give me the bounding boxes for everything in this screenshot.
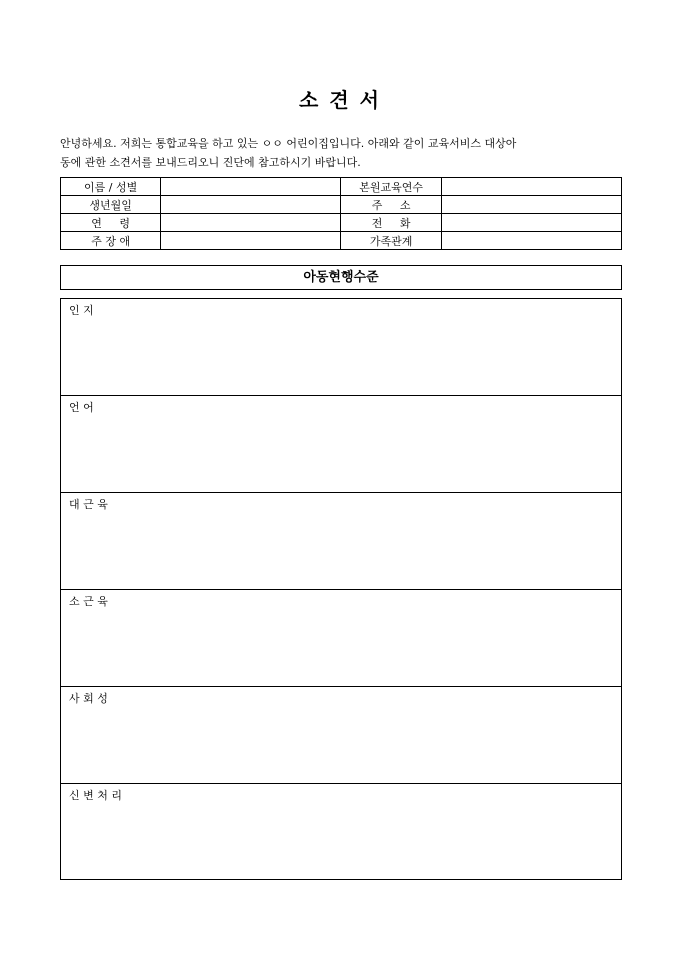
area-social[interactable] — [61, 687, 621, 784]
area-label: 소 근 육 — [69, 595, 108, 608]
age-label: 연 령 — [61, 214, 161, 232]
child-info-table — [60, 177, 622, 250]
birthdate-label: 생년월일 — [61, 196, 161, 214]
age-field[interactable] — [161, 214, 341, 232]
area-label: 신 변 처 리 — [69, 789, 122, 802]
development-areas — [60, 298, 622, 880]
table-row — [61, 232, 622, 250]
area-fine-motor[interactable] — [61, 590, 621, 687]
intro-paragraph — [60, 134, 622, 172]
phone-label: 전 화 — [341, 214, 442, 232]
document-title: 소 견 서 — [299, 88, 381, 112]
name-gender-label: 이름 / 성별 — [61, 178, 161, 196]
table-row — [61, 214, 622, 232]
address-field[interactable] — [442, 196, 622, 214]
name-gender-field[interactable] — [161, 178, 341, 196]
area-self-care[interactable] — [61, 784, 621, 879]
table-row — [61, 196, 622, 214]
primary-disability-field[interactable] — [161, 232, 341, 250]
intro-line-1: 안녕하세요. 저희는 통합교육을 하고 있는 ㅇㅇ 어린이집입니다. 아래와 같이 교육서비스 대상아 — [60, 137, 517, 150]
area-label: 대 근 육 — [69, 498, 108, 511]
birthdate-field[interactable] — [161, 196, 341, 214]
enrollment-period-label: 본원교육연수 — [341, 178, 442, 196]
intro-line-2: 동에 관한 소견서를 보내드리오니 진단에 참고하시기 바랍니다. — [60, 156, 361, 169]
current-level-header: 아동현행수준 — [60, 265, 622, 290]
enrollment-period-field[interactable] — [442, 178, 622, 196]
table-row — [61, 178, 622, 196]
area-gross-motor[interactable] — [61, 493, 621, 590]
family-relation-label: 가족관계 — [341, 232, 442, 250]
area-label: 언 어 — [69, 401, 94, 414]
family-relation-field[interactable] — [442, 232, 622, 250]
area-label: 사 회 성 — [69, 692, 108, 705]
phone-field[interactable] — [442, 214, 622, 232]
area-label: 인 지 — [69, 304, 94, 317]
area-cognition[interactable] — [61, 299, 621, 396]
primary-disability-label: 주 장 애 — [61, 232, 161, 250]
area-language[interactable] — [61, 396, 621, 493]
address-label: 주 소 — [341, 196, 442, 214]
